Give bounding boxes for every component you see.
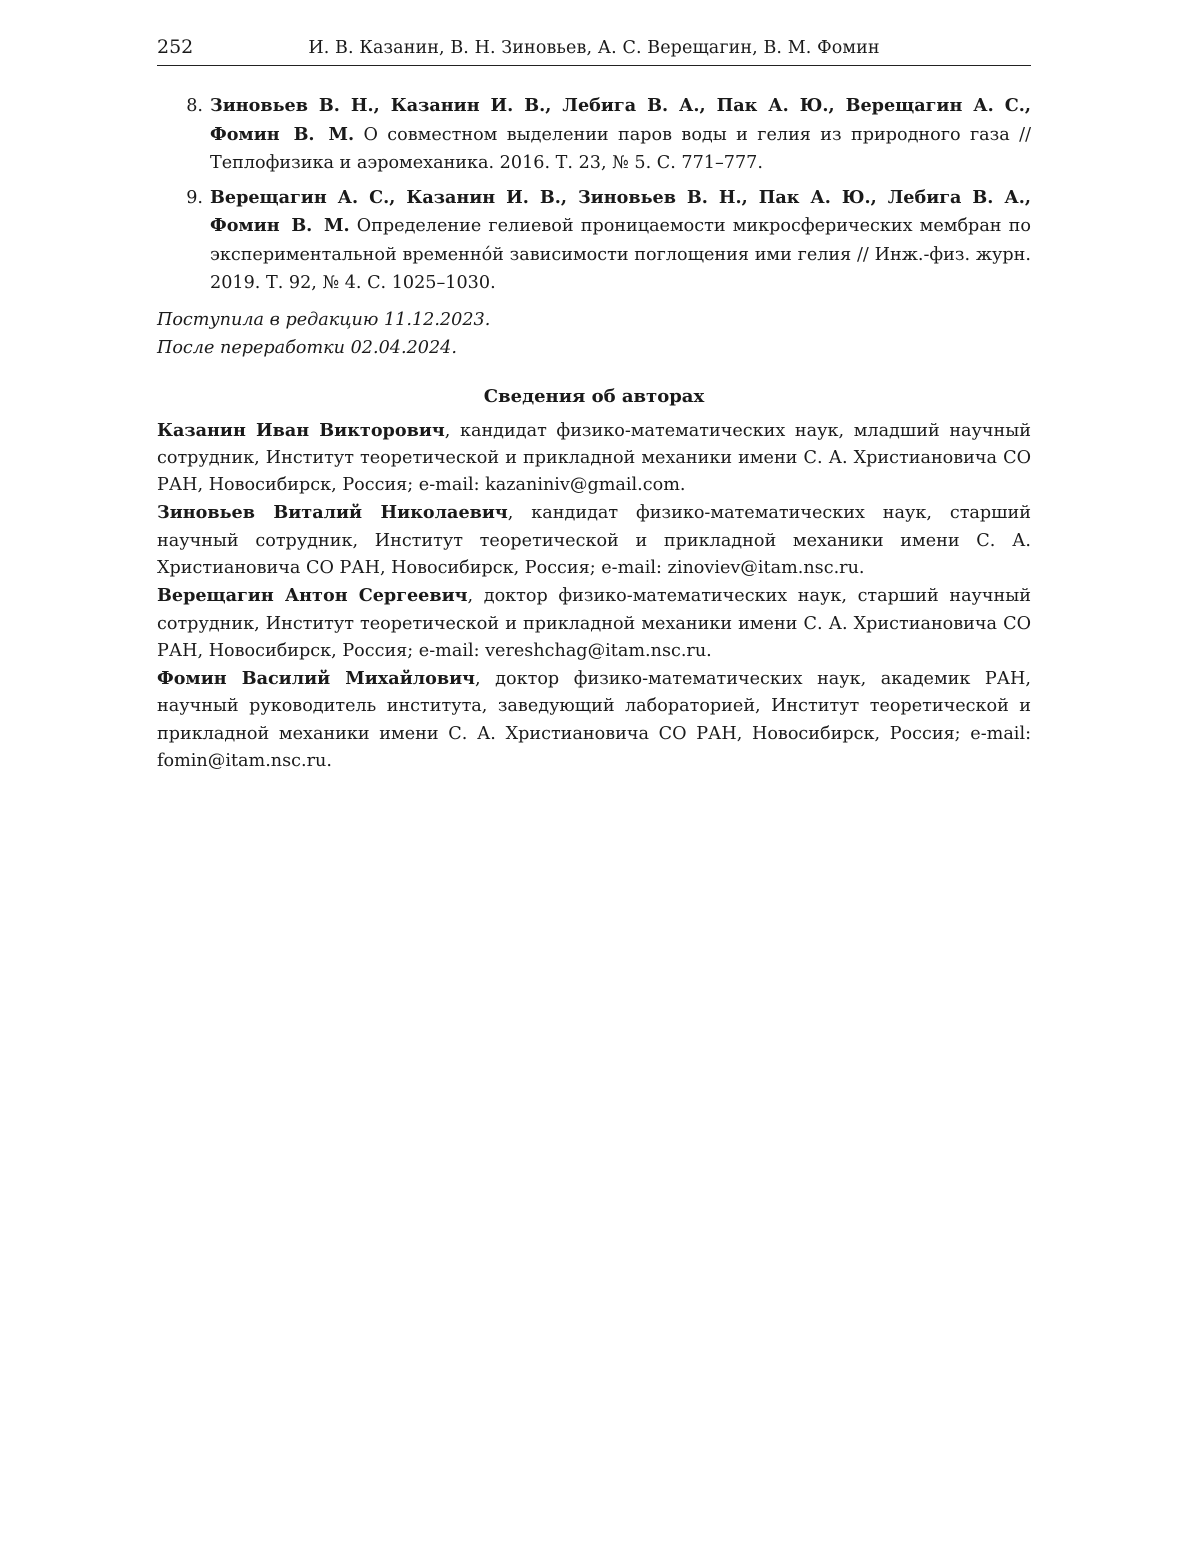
reference-number: 9. bbox=[186, 187, 203, 208]
author-entry bbox=[157, 417, 1031, 500]
author-info: , кандидат физико-математических наук, младший научный сотрудник, Институт теоретической и прикладной механики имени С. А. Христиановича СО РАН, Новосибирск, Россия; e-mail: kazaniniv@gmail.com. bbox=[157, 420, 1031, 496]
author-entry bbox=[157, 499, 1031, 582]
reference-authors: Верещагин А. С., Казанин И. В., Зиновьев В. Н., Пак А. Ю., Лебига В. А., Фомин В. М. bbox=[210, 186, 1031, 236]
reference-text: О совместном выделении паров воды и гелия из природного газа // Теплофизика и аэромеханика. 2016. Т. 23, № 5. С. 771–777. bbox=[210, 124, 1031, 173]
author-name: Казанин Иван Викторович bbox=[157, 419, 445, 441]
reference-text: Определение гелиевой проницаемости микросферических мембран по экспериментальной временно́й зависимости поглощения ими гелия // Инж.-физ. журн. 2019. Т. 92, № 4. С. 1025–1030. bbox=[210, 216, 1031, 293]
reference-list bbox=[157, 92, 1031, 298]
reference-number: 8. bbox=[186, 96, 203, 116]
author-entry bbox=[157, 582, 1031, 665]
author-name: Верещагин Антон Сергеевич bbox=[157, 585, 468, 607]
revised-date: После переработки 02.04.2024. bbox=[157, 337, 457, 358]
author-entry bbox=[157, 665, 1031, 775]
received-date: Поступила в редакцию 11.12.2023. bbox=[157, 309, 491, 330]
reference-item bbox=[157, 184, 1031, 298]
journal-page bbox=[157, 30, 1031, 775]
author-name: Фомин Василий Михайлович bbox=[157, 668, 476, 690]
reference-item bbox=[157, 92, 1031, 178]
received-dates bbox=[157, 306, 1031, 362]
running-header bbox=[157, 30, 1031, 66]
page-number: 252 bbox=[157, 36, 194, 58]
author-name: Зиновьев Виталий Николаевич bbox=[157, 502, 508, 524]
authors-list bbox=[157, 417, 1031, 776]
author-info: , доктор физико-математических наук, академик РАН, научный руководитель института, заведующий лабораторией, Институт теоретической и прикладной механики имени С. А. Христиановича СО РАН, Новосибирск, Россия; e-mail: fomin@itam.nsc.ru. bbox=[157, 669, 1031, 772]
running-header-authors: И. В. Казанин, В. Н. Зиновьев, А. С. Верещагин, В. М. Фомин bbox=[308, 38, 880, 58]
author-info: , доктор физико-математических наук, старший научный сотрудник, Институт теоретической и прикладной механики имени С. А. Христиановича СО РАН, Новосибирск, Россия; e-mail: vereshchag@itam.nsc.ru. bbox=[157, 586, 1031, 661]
reference-authors: Зиновьев В. Н., Казанин И. В., Лебига В. А., Пак А. Ю., Верещагин А. С., Фомин В. М. bbox=[210, 95, 1031, 145]
authors-section-title: Сведения об авторах bbox=[483, 385, 705, 407]
author-info: , кандидат физико-математических наук, старший научный сотрудник, Институт теоретической и прикладной механики имени С. А. Христиановича СО РАН, Новосибирск, Россия; e-mail: zinoviev@itam.nsc.ru. bbox=[157, 503, 1031, 578]
